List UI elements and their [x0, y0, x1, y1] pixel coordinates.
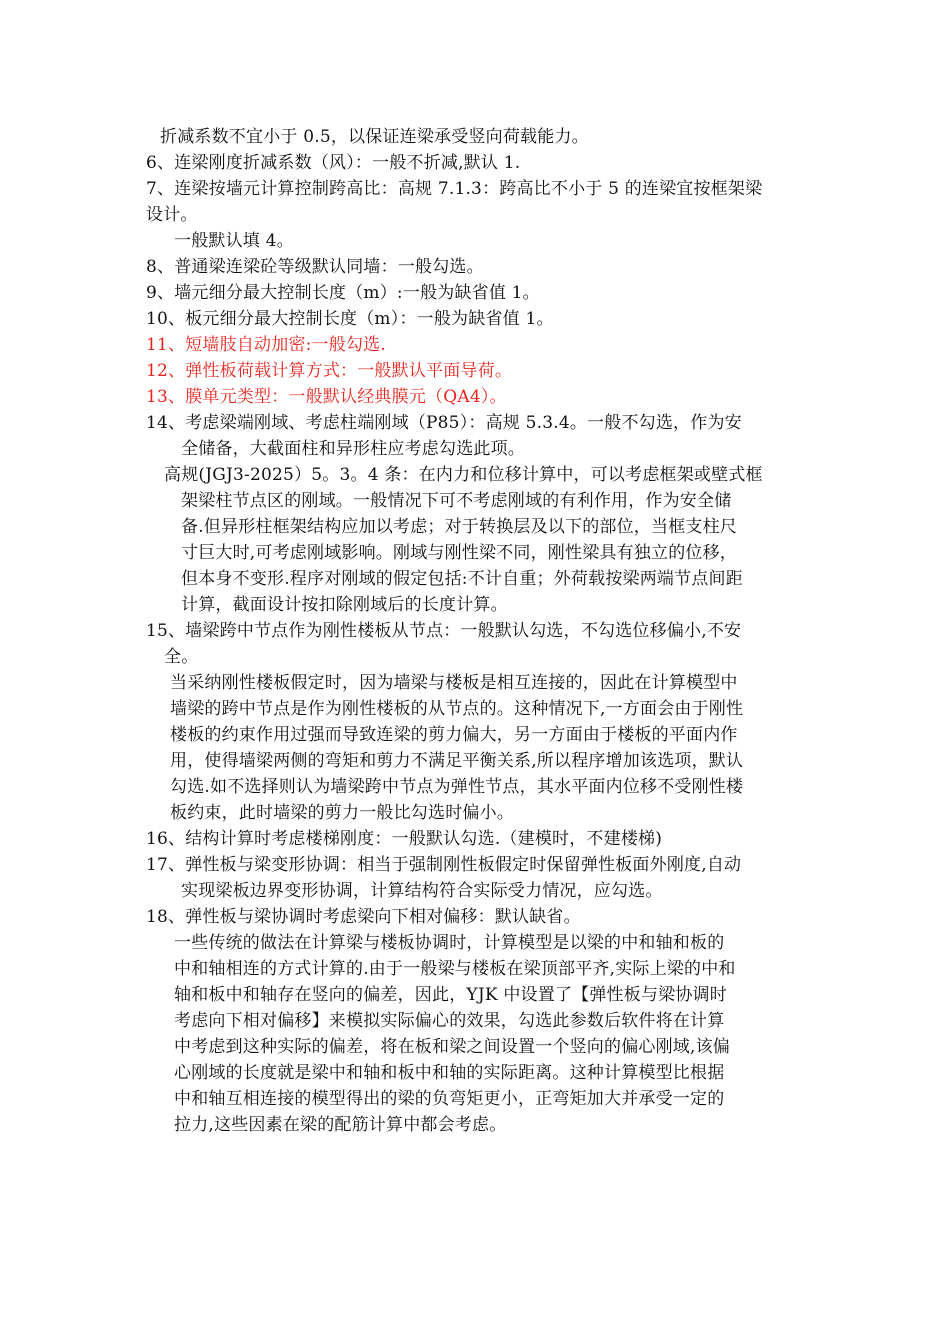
text-line: 用，使得墙梁两侧的弯矩和剪力不满足平衡关系,所以程序增加该选项，默认 [170, 751, 744, 771]
text-line: 墙梁的跨中节点是作为刚性楼板的从节点的。这种情况下,一方面会由于刚性 [170, 699, 744, 719]
text-line: 折减系数不宜小于 0.5，以保证连梁承受竖向荷载能力。 [160, 127, 589, 147]
text-line: 14、考虑梁端刚域、考虑柱端刚域（P85）：高规 5.3.4。一般不勾选，作为安 [146, 413, 742, 433]
text-line: 设计。 [146, 205, 198, 225]
text-line: 18、弹性板与梁协调时考虑梁向下相对偏移：默认缺省。 [146, 907, 581, 927]
text-line: 心刚域的长度就是梁中和轴和板中和轴的实际距离。这种计算模型比根据 [174, 1063, 725, 1083]
text-line: 计算，截面设计按扣除刚域后的长度计算。 [181, 595, 508, 615]
text-line: 拉力,这些因素在梁的配筋计算中都会考虑。 [174, 1115, 507, 1135]
text-line: 9、墙元细分最大控制长度（m）:一般为缺省值 1。 [146, 283, 540, 303]
text-line: 10、板元细分最大控制长度（m）：一般为缺省值 1。 [146, 309, 554, 329]
text-line: 中和轴互相连接的模型得出的梁的负弯矩更小，正弯矩加大并承受一定的 [174, 1089, 725, 1109]
text-line: 8、普通梁连梁砼等级默认同墙：一般勾选。 [146, 257, 484, 277]
text-line: 17、弹性板与梁变形协调：相当于强制刚性板假定时保留弹性板面外刚度,自动 [146, 855, 742, 875]
text-line-highlight: 13、膜单元类型：一般默认经典膜元（QA4）。 [146, 387, 507, 407]
text-line: 实现梁板边界变形协调，计算结构符合实际受力情况，应勾选。 [181, 881, 663, 901]
text-line: 寸巨大时,可考虑刚域影响。刚域与刚性梁不同，刚性梁具有独立的位移， [181, 543, 738, 563]
text-line: 一些传统的做法在计算梁与楼板协调时，计算模型是以梁的中和轴和板的 [174, 933, 725, 953]
text-line-highlight: 12、弹性板荷载计算方式：一般默认平面导荷。 [146, 361, 513, 381]
text-line: 7、连梁按墙元计算控制跨高比：高规 7.1.3：跨高比不小于 5 的连梁宜按框架梁 [146, 179, 763, 199]
text-line: 全储备，大截面柱和异形柱应考虑勾选此项。 [181, 439, 525, 459]
text-line: 轴和板中和轴存在竖向的偏差，因此，YJK 中设置了【弹性板与梁协调时 [174, 985, 727, 1005]
text-line: 勾选.如不选择则认为墙梁跨中节点为弹性节点，其水平面内位移不受刚性楼 [170, 777, 744, 797]
text-line: 考虑向下相对偏移】来模拟实际偏心的效果，勾选此参数后软件将在计算 [174, 1011, 725, 1031]
text-line: 楼板的约束作用过强而导致连梁的剪力偏大，另一方面由于楼板的平面内作 [170, 725, 738, 745]
text-line: 一般默认填 4。 [174, 231, 294, 251]
text-line: 中和轴相连的方式计算的.由于一般梁与楼板在梁顶部平齐,实际上梁的中和 [174, 959, 736, 979]
text-line: 16、结构计算时考虑楼梯刚度：一般默认勾选.（建模时，不建楼梯) [146, 829, 663, 849]
text-line: 备.但异形柱框架结构应加以考虑；对于转换层及以下的部位，当框支柱尺 [181, 517, 738, 537]
text-line: 架梁柱节点区的刚域。一般情况下可不考虑刚域的有利作用，作为安全储 [181, 491, 732, 511]
text-line: 15、墙梁跨中节点作为刚性楼板从节点：一般默认勾选，不勾选位移偏小,不安 [146, 621, 742, 641]
text-line: 6、连梁刚度折减系数（风）：一般不折减,默认 1. [146, 153, 521, 173]
text-line: 中考虑到这种实际的偏差，将在板和梁之间设置一个竖向的偏心刚域,该偏 [174, 1037, 731, 1057]
text-line: 高规(JGJ3-2025）5。3。4 条：在内力和位移计算中，可以考虑框架或壁式框 [164, 465, 763, 485]
text-line-highlight: 11、短墙肢自动加密:一般勾选. [146, 335, 386, 355]
text-line: 当采纳刚性楼板假定时，因为墙梁与楼板是相互连接的，因此在计算模型中 [170, 673, 738, 693]
text-line: 但本身不变形.程序对刚域的假定包括:不计自重；外荷载按梁两端节点间距 [181, 569, 743, 589]
text-line: 板约束，此时墙梁的剪力一般比勾选时偏小。 [170, 803, 514, 823]
text-line: 全。 [164, 647, 199, 667]
